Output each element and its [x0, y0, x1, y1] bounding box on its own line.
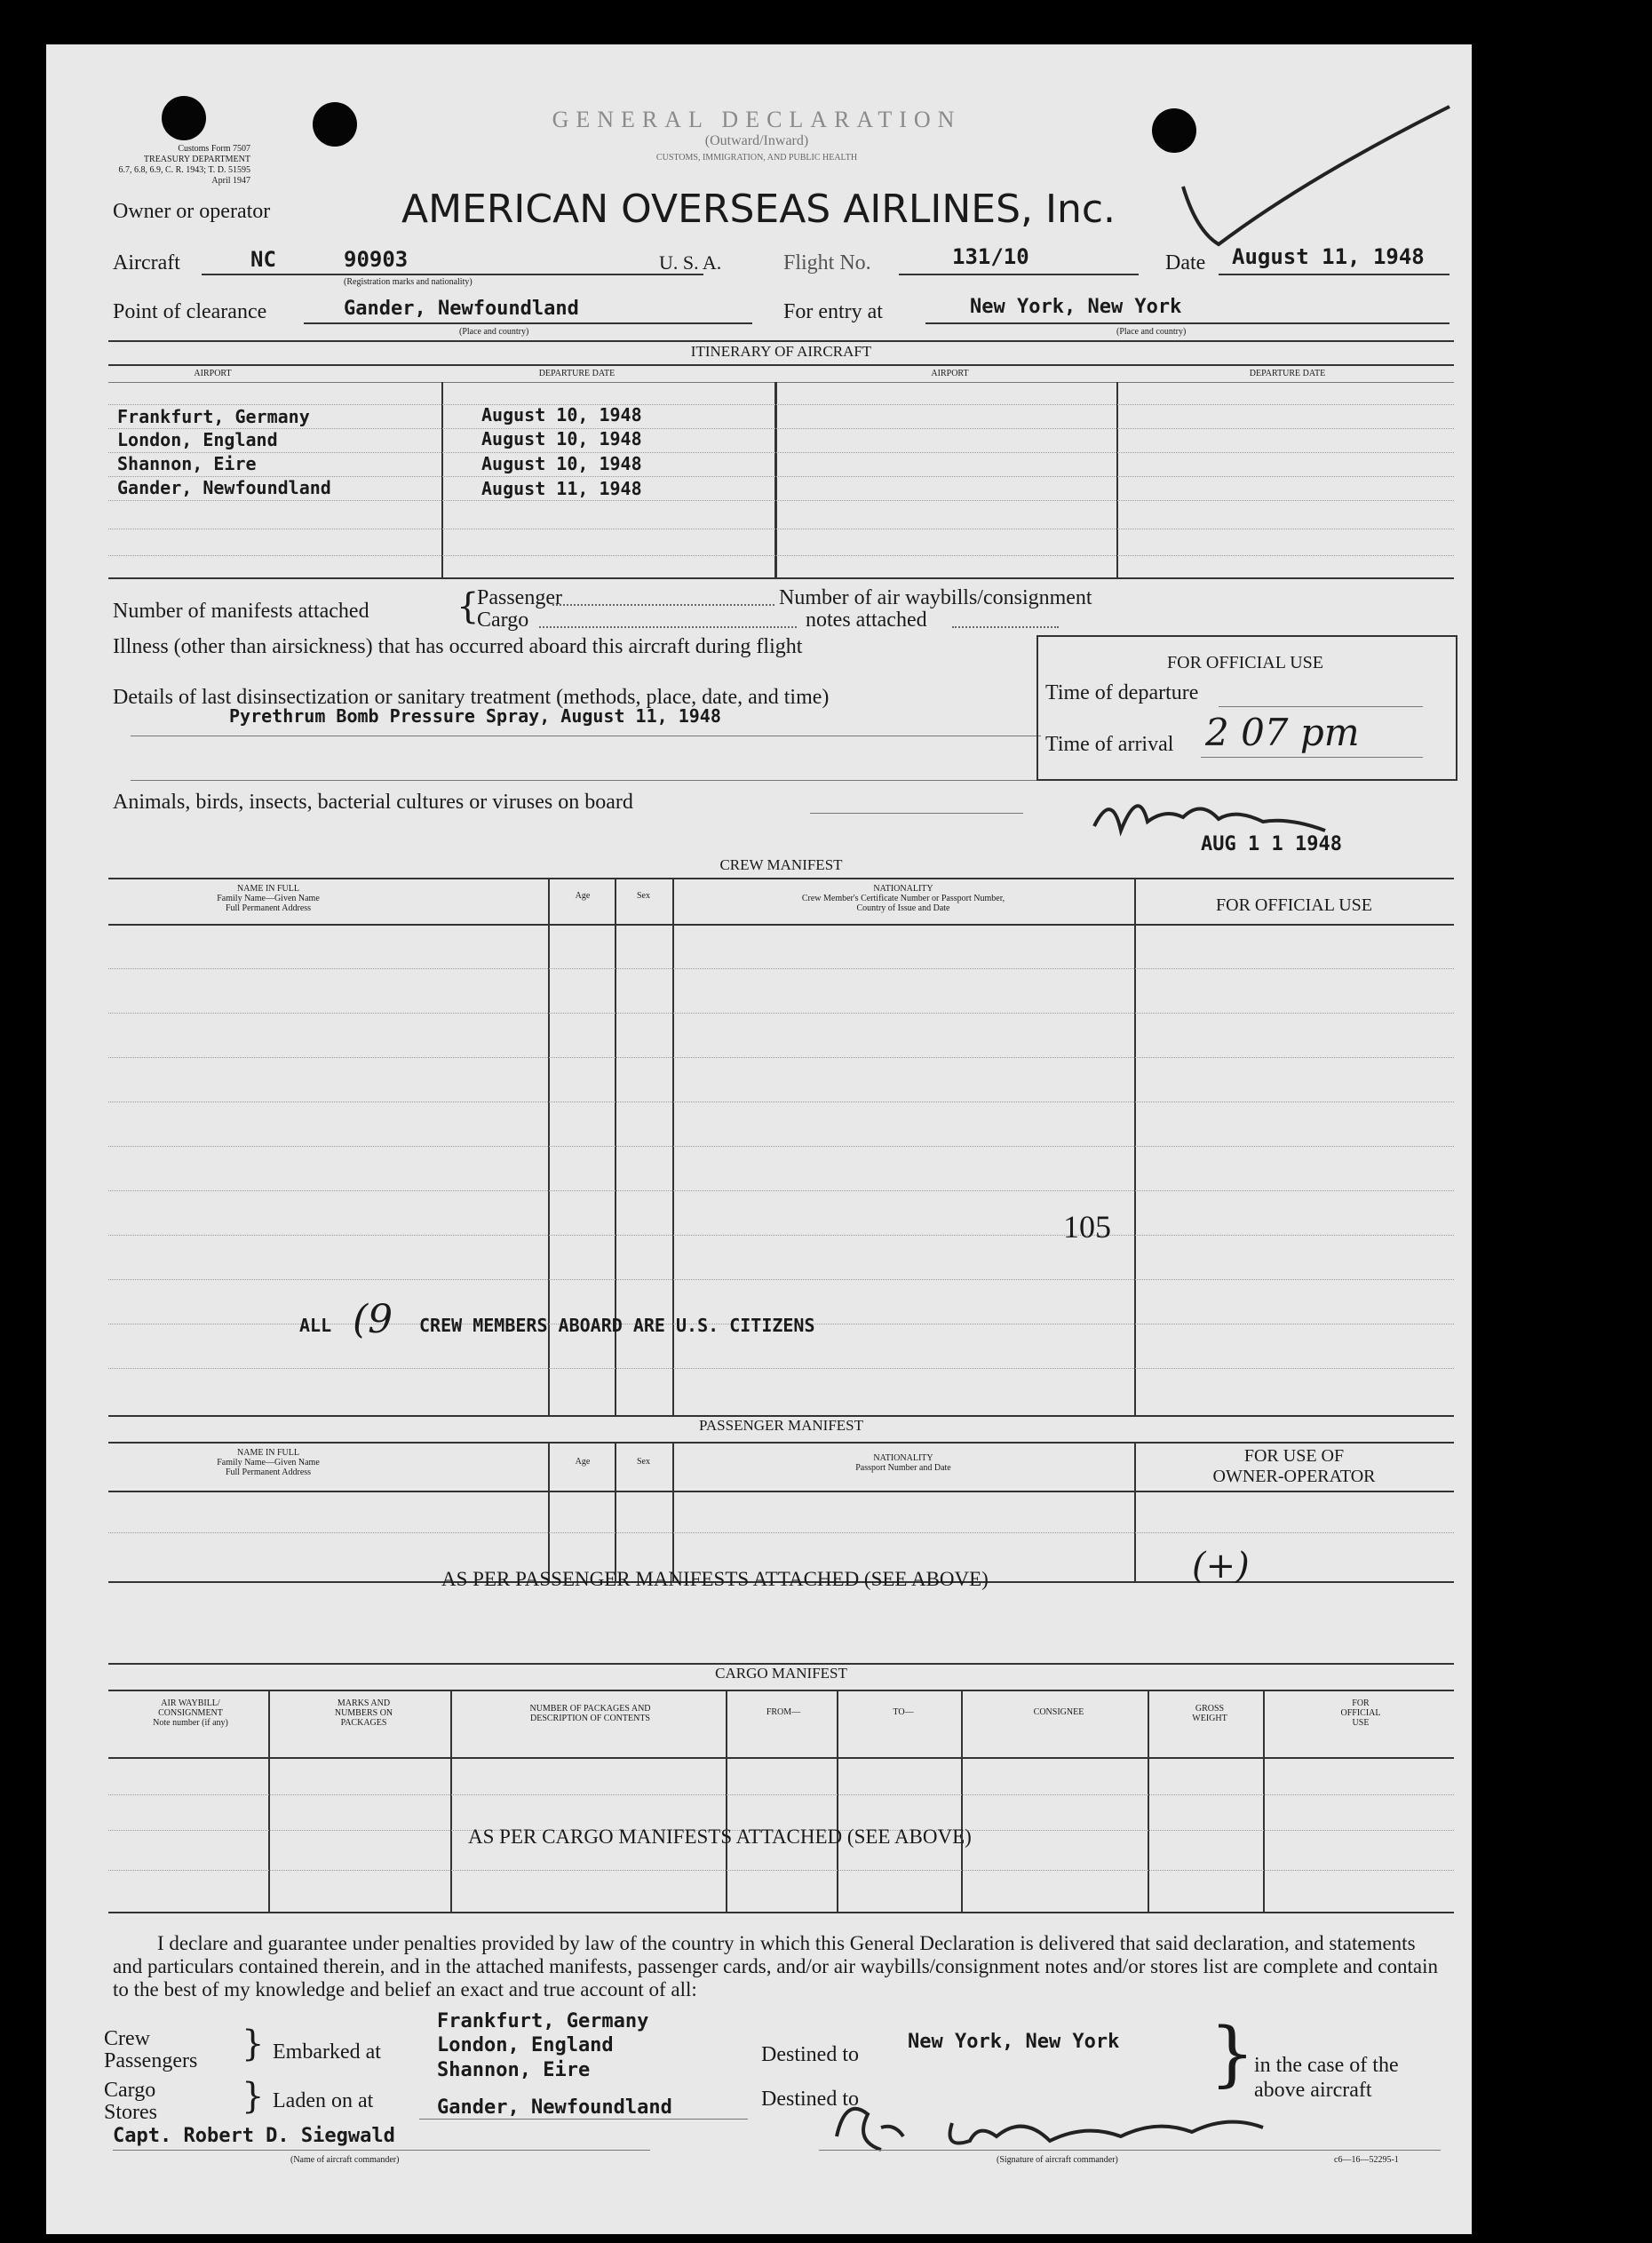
itinerary-header: DEPARTURE DATE: [538, 369, 616, 378]
itinerary-date: August 11, 1948: [481, 478, 642, 499]
manifests-label: Number of manifests attached: [113, 600, 369, 623]
form-subtitle: (Outward/Inward): [704, 133, 809, 148]
flight-number: 131/10: [952, 244, 1029, 269]
manifests-cargo: Cargo: [477, 608, 529, 632]
category-crew: Crew: [104, 2027, 150, 2050]
passenger-header-age: Age: [575, 1457, 591, 1467]
itinerary-airport: Frankfurt, Germany: [117, 406, 310, 427]
form-info: Customs Form 7507 TREASURY DEPARTMENT 6.7, 6.8, 6.9, C. R. 1943; T. D. 51595 April 1947: [118, 144, 250, 186]
itinerary-airport: London, England: [117, 429, 278, 450]
commander-caption: (Name of aircraft commander): [290, 2155, 400, 2165]
aircraft-nationality: NC: [250, 247, 276, 272]
arrival-label: Time of arrival: [1045, 733, 1174, 756]
declaration-text: I declare and guarantee under penalties provided by law of the country in which this General Declaration is delivered that said declaration, and statements and particulars contained therein, and in the attached manifests, passenger cards, and/or air waybills/consignment notes and/or stores list are complete and contain to the best of my knowledge and belief an exact and true account of all:: [113, 1932, 1438, 2000]
cargo-title: CARGO MANIFEST: [715, 1665, 847, 1682]
itinerary-date: August 10, 1948: [481, 428, 642, 449]
category-cargo: Cargo: [104, 2079, 156, 2102]
crew-number: 105: [1063, 1209, 1111, 1245]
owner-label: Owner or operator: [113, 200, 271, 223]
crew-title: CREW MANIFEST: [719, 856, 843, 873]
cargo-note: AS PER CARGO MANIFESTS ATTACHED (SEE ABOVE): [468, 1825, 972, 1848]
itinerary-header: AIRPORT: [931, 369, 969, 378]
itinerary-title: ITINERARY OF AIRCRAFT: [690, 343, 872, 360]
official-use-title: FOR OFFICIAL USE: [1167, 653, 1323, 672]
itinerary-header: DEPARTURE DATE: [1249, 369, 1326, 378]
punch-hole: [313, 102, 357, 147]
laden-place: Gander, Newfoundland: [437, 2096, 672, 2119]
passenger-mark-handwritten: (+): [1192, 1546, 1250, 1587]
passenger-header-nationality: NATIONALITY Passport Number and Date: [855, 1453, 951, 1473]
in-case-label: in the case of the: [1254, 2054, 1399, 2077]
manifests-passenger: Passenger: [477, 586, 562, 609]
notes-label: notes attached: [806, 608, 927, 632]
form-title: GENERAL DECLARATION: [552, 107, 962, 132]
commander-name: Capt. Robert D. Siegwald: [113, 2125, 395, 2147]
aircraft-registration: 90903: [344, 247, 409, 272]
cargo-header: CONSIGNEE: [1033, 1707, 1084, 1717]
date-stamp: AUG 1 1 1948: [1201, 833, 1342, 855]
embarked-place: Frankfurt, Germany: [437, 2010, 649, 2032]
date-label: Date: [1165, 251, 1206, 274]
above-aircraft-label: above aircraft: [1254, 2079, 1372, 2102]
cargo-header: NUMBER OF PACKAGES AND DESCRIPTION OF CONTENTS: [529, 1704, 651, 1723]
waybills-label: Number of air waybills/consignment: [779, 586, 1092, 609]
category-stores: Stores: [104, 2101, 157, 2124]
disinsect-value: Pyrethrum Bomb Pressure Spray, August 11, 1948: [229, 705, 721, 727]
flight-label: Flight No.: [783, 251, 871, 274]
category-passengers: Passengers: [104, 2049, 198, 2072]
clearance-caption: (Place and country): [459, 327, 529, 337]
passenger-note: AS PER PASSENGER MANIFESTS ATTACHED (SEE ABOVE): [441, 1568, 989, 1590]
entry-label: For entry at: [783, 300, 883, 323]
cargo-header: GROSS WEIGHT: [1192, 1704, 1227, 1723]
cargo-header: FOR OFFICIAL USE: [1340, 1698, 1381, 1728]
passenger-title: PASSENGER MANIFEST: [699, 1417, 863, 1434]
crew-header-nationality: NATIONALITY Crew Member's Certificate Number or Passport Number, Country of Issue and Date: [801, 884, 1005, 913]
animals-label: Animals, birds, insects, bacterial cultures or viruses on board: [113, 791, 633, 814]
embarked-place: London, England: [437, 2034, 614, 2056]
embarked-label: Embarked at: [273, 2040, 381, 2064]
form-agencies: CUSTOMS, IMMIGRATION, AND PUBLIC HEALTH: [655, 153, 858, 163]
arrival-time-handwritten: 2 07 pm: [1205, 711, 1360, 754]
crew-note: CREW MEMBERS ABOARD ARE U.S. CITIZENS: [419, 1315, 815, 1336]
destined-label: Destined to: [761, 2043, 859, 2066]
embarked-place: Shannon, Eire: [437, 2059, 591, 2081]
destined-value: New York, New York: [908, 2031, 1120, 2053]
itinerary-date: August 10, 1948: [481, 453, 642, 474]
passenger-header-owner: FOR USE OF OWNER-OPERATOR: [1212, 1446, 1376, 1486]
laden-label: Laden on at: [273, 2089, 374, 2112]
crew-count-handwritten: (9: [353, 1297, 393, 1342]
departure-label: Time of departure: [1045, 681, 1199, 704]
crew-header-name: NAME IN FULL Family Name—Given Name Full Permanent Address: [217, 884, 320, 913]
itinerary-airport: Shannon, Eire: [117, 453, 257, 474]
illness-label: Illness (other than airsickness) that has occurred aboard this aircraft during flight: [113, 635, 803, 658]
itinerary-airport: Gander, Newfoundland: [117, 477, 331, 498]
passenger-header-sex: Sex: [637, 1457, 650, 1467]
entry-value: New York, New York: [970, 296, 1182, 318]
crew-header-official: FOR OFFICIAL USE: [1216, 895, 1372, 915]
disinsect-label: Details of last disinsectization or sanitary treatment (methods, place, date, and time): [113, 686, 830, 709]
signature-caption: (Signature of aircraft commander): [997, 2155, 1118, 2165]
entry-caption: (Place and country): [1116, 327, 1187, 337]
aircraft-label: Aircraft: [113, 251, 180, 274]
owner-value: AMERICAN OVERSEAS AIRLINES, Inc.: [401, 187, 1116, 232]
cargo-header: FROM—: [766, 1707, 801, 1717]
crew-note-prefix: ALL: [299, 1315, 332, 1336]
declaration-form: Customs Form 7507 TREASURY DEPARTMENT 6.7, 6.8, 6.9, C. R. 1943; T. D. 51595 April 1947 GENERAL DECLARATION (Outward/Inward) CUSTOMS, IMMIGRATION, AND PUBLIC HEALTH Owner or operator AMERICAN OVERSEAS AIRLINES, Inc. Aircraft NC 90903 (Registration marks and nationality) U. S. A. Flight No. 131/10 Date August 11, 1948 Point of clearance Gander, Newfoundland (Place and country) For entry at New York, New York (Place and country) ITINERARY OF AIRCRAFT AIRPORT DEPARTURE DATE AIRPORT DEPARTURE DATE Frankfurt, Germany August 10, 1948 London, England August 10, 1948 Shannon, Eire August 10, 1948 Gander, Newfoundland August 11, 1948 Number of manifests attached { Passenger Cargo Number of air waybills/consignment notes attached Illness (other than airsickness) that has occurred aboard this aircraft during flight Details of last disinsectization or sanitary treatment (methods, place, date, and time) Pyrethrum Bomb Pressure Spray, August 11, 1948 Animals, birds, insects, bacterial cultures or viruses on board FOR OFFICIAL USE Time of departure Time of arrival 2 07 pm AUG 1 1 1948 CREW MANIFEST NAME IN FULL Family Name—Given Name Full Permanent Address Age Sex NATIONALITY Crew Member's Certificate Number or Passport Number, Country of Issue and Date FOR OFFICIAL USE 105 ALL (9 CREW MEMBERS ABOARD ARE U.S. CITIZENS PASSENGER MANIFEST NAME IN FULL Family Name—Given Name Full Permanent Address Age Sex NATIONALITY Passport Number and Date FOR USE OF OWNER-OPERATOR AS PER PASSENGER MANIFESTS ATTACHED (SEE ABOVE) (+) CARGO MANIFEST AIR WAYBILL/ CONSIGNMENT Note number (if any) MARKS AND NUMBERS ON PACKAGES NUMBER OF PACKAGES AND DESCRIPTION OF CONTENTS FROM— TO— CONSIGNEE GROSS WEIGHT FOR OFFICIAL USE AS PER CARGO MANIFESTS ATTACHED (SEE ABOVE) I declare and guarantee under penalties provided by law of the country in which this General Declaration is delivered that said declaration, and statements and particulars contained therein, and in the attached manifests, passenger cards, and/or air waybills/consignment notes and/or stores list are complete and contain to the best of my knowledge and belief an exact and true account of all: Crew Passengers Cargo Stores } } Embarked at Laden on at Frankfurt, Germany London, England Shannon, Eire Gander, Newfoundland Destined to New York, New York Destined to } in the case of the above aircraft Capt. Robert D. Siegwald (Name of aircraft commander) (Signature of aircraft commander) c6—16—52295-1: [46, 44, 1472, 2234]
crew-header-sex: Sex: [637, 891, 650, 901]
cargo-header: MARKS AND NUMBERS ON PACKAGES: [334, 1698, 393, 1728]
punch-hole: [162, 96, 206, 140]
itinerary-date: August 10, 1948: [481, 404, 642, 426]
registration-caption: (Registration marks and nationality): [344, 277, 473, 287]
itinerary-header: AIRPORT: [194, 369, 232, 378]
date-value: August 11, 1948: [1232, 244, 1425, 269]
pen-check-mark: [1112, 80, 1467, 258]
form-code: c6—16—52295-1: [1334, 2155, 1399, 2165]
aircraft-country: U. S. A.: [659, 251, 722, 274]
clearance-value: Gander, Newfoundland: [344, 298, 579, 320]
clearance-label: Point of clearance: [113, 300, 267, 323]
crew-header-age: Age: [575, 891, 591, 901]
cargo-header: AIR WAYBILL/ CONSIGNMENT Note number (if any): [153, 1698, 228, 1728]
destined-label-2: Destined to: [761, 2088, 859, 2111]
cargo-header: TO—: [893, 1707, 914, 1717]
passenger-header-name: NAME IN FULL Family Name—Given Name Full Permanent Address: [217, 1448, 320, 1477]
